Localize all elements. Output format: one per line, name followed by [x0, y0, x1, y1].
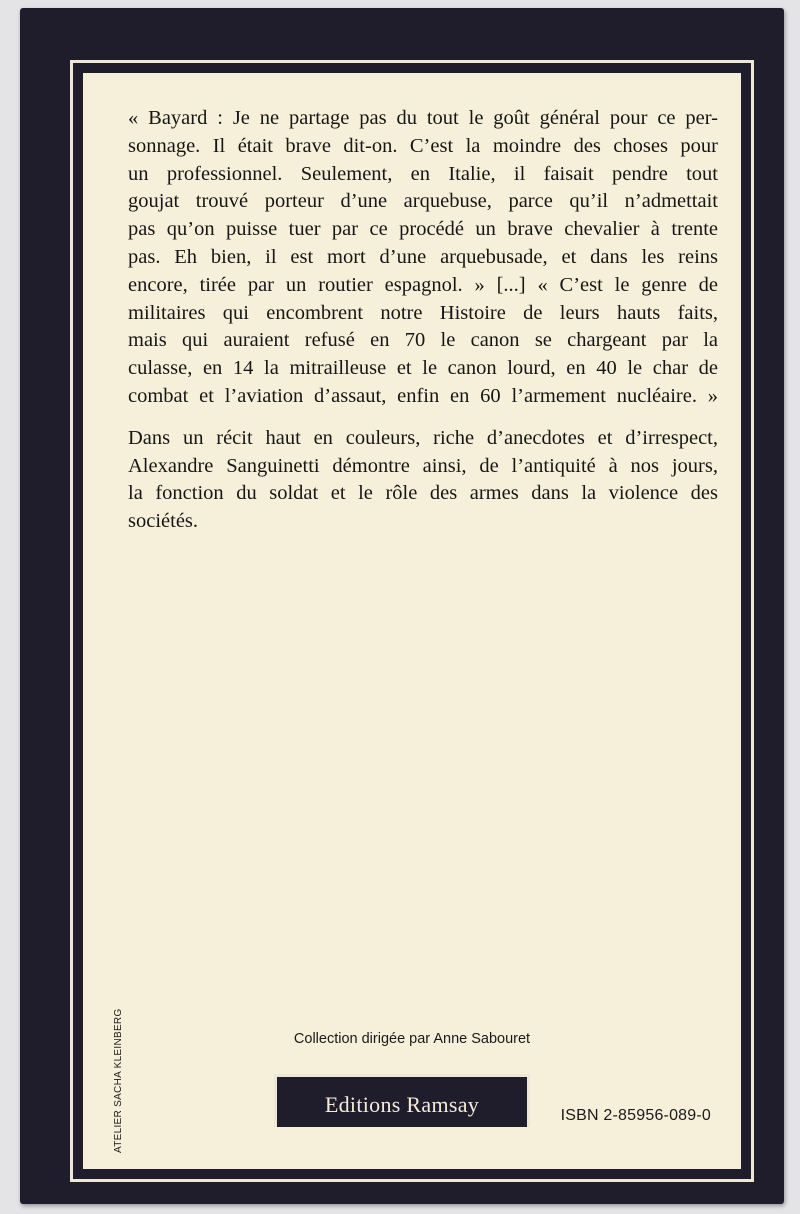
text-line: sonnage. Il était brave dit-on. C’est la moindre des choses pour: [128, 134, 718, 157]
text-line: encore, tirée par un routier espagnol. » [...] « C’est le genre de: [128, 273, 718, 296]
summary-paragraph: [128, 425, 718, 536]
collection-credit: Collection dirigée par Anne Sabouret: [293, 1031, 531, 1047]
text-line: mais qui auraient refusé en 70 le canon se chargeant par la: [128, 329, 718, 352]
text-line: sociétés.: [128, 510, 199, 533]
isbn-number: ISBN 2-85956-089-0: [560, 1107, 711, 1124]
book-back-cover: [20, 8, 784, 1204]
publisher-name: Editions Ramsay: [324, 1092, 480, 1117]
text-line: pas. Eh bien, il est mort d’une arquebusade, et dans les reins: [128, 245, 718, 268]
text-line: la fonction du soldat et le rôle des armes dans la violence des: [128, 482, 718, 505]
text-line: goujat trouvé porteur d’une arquebuse, parce qu’il n’admettait: [128, 190, 718, 213]
text-line: pas qu’on puisse tuer par ce procédé un brave chevalier à trente: [128, 218, 718, 241]
publisher-tab-inner: [281, 1081, 523, 1127]
text-panel: [81, 71, 743, 1171]
text-line: combat et l’aviation d’assaut, enfin en 60 l’armement nucléaire. »: [128, 384, 718, 407]
blurb: [128, 105, 718, 550]
text-line: Dans un récit haut en couleurs, riche d’anecdotes et d’irrespect,: [128, 426, 718, 449]
text-line: un professionnel. Seulement, en Italie, il faisait pendre tout: [128, 162, 718, 185]
outer-frame: [70, 60, 754, 1182]
text-line: militaires qui encombrent notre Histoire de leurs hauts faits,: [128, 301, 718, 324]
publisher-tab: [274, 1074, 530, 1127]
text-line: Alexandre Sanguinetti démontre ainsi, de l’antiquité à nos jours,: [128, 454, 718, 477]
quote-paragraph: [128, 105, 718, 411]
text-line: culasse, en 14 la mitrailleuse et le canon lourd, en 40 le char de: [128, 357, 718, 380]
text-line: « Bayard : Je ne partage pas du tout le goût général pour ce per-: [128, 107, 718, 129]
design-credit: ATELIER SACHA KLEINBERG: [113, 1008, 124, 1153]
